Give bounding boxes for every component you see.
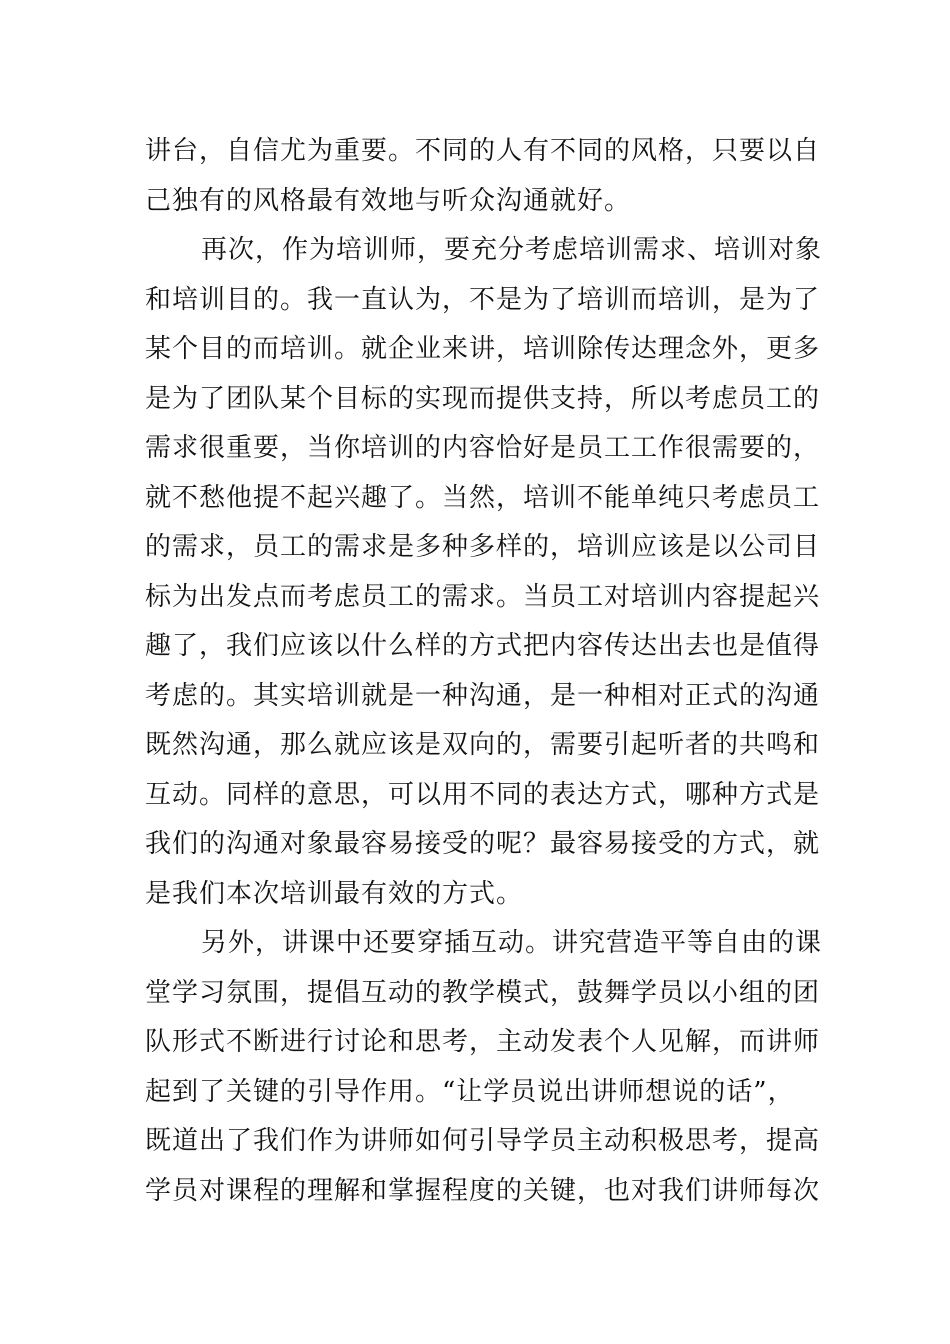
text-line: 己独有的风格最有效地与听众沟通就好。 bbox=[145, 185, 632, 216]
text-line: 是为了团队某个目标的实现而提供支持，所以考虑员工的 bbox=[145, 383, 821, 414]
text-line: 和培训目的。我一直认为，不是为了培训而培训，是为了 bbox=[145, 284, 821, 315]
text-line: 队形式不断进行讨论和思考，主动发表个人见解，而讲师 bbox=[145, 1027, 821, 1057]
text-line: 学员对课程的理解和掌握程度的关键，也对我们讲师每次 bbox=[145, 1175, 821, 1206]
text-line: 趣了，我们应该以什么样的方式把内容传达出去也是值得 bbox=[145, 631, 821, 661]
text-line: 考虑的。其实培训就是一种沟通，是一种相对正式的沟通 bbox=[145, 680, 821, 711]
paragraph-first-line: 再次，作为培训师，要充分考虑培训需求、培训对象 bbox=[201, 235, 823, 265]
text-line: 讲台，自信尤为重要。不同的人有不同的风格，只要以自 bbox=[145, 136, 821, 166]
text-line: 既然沟通，那么就应该是双向的，需要引起听者的共鸣和 bbox=[145, 730, 821, 760]
paragraph-first-line: 另外，讲课中还要穿插互动。讲究营造平等自由的课 bbox=[201, 928, 823, 958]
text-line: 某个目的而培训。就企业来讲，培训除传达理念外，更多 bbox=[145, 334, 821, 364]
text-line: 就不愁他提不起兴趣了。当然，培训不能单纯只考虑员工 bbox=[145, 482, 821, 513]
text-line: 起到了关键的引导作用。“让学员说出讲师想说的话”， bbox=[145, 1076, 795, 1107]
text-line: 既道出了我们作为讲师如何引导学员主动积极思考，提高 bbox=[145, 1126, 821, 1156]
text-line: 堂学习氛围，提倡互动的教学模式，鼓舞学员以小组的团 bbox=[145, 977, 821, 1008]
text-line: 是我们本次培训最有效的方式。 bbox=[145, 878, 524, 909]
body-text bbox=[145, 127, 823, 1216]
text-line: 需求很重要，当你培训的内容恰好是员工工作很需要的， bbox=[145, 433, 821, 463]
text-line: 互动。同样的意思，可以用不同的表达方式，哪种方式是 bbox=[145, 779, 821, 810]
text-line: 的需求，员工的需求是多种多样的，培训应该是以公司目 bbox=[145, 532, 821, 562]
text-line: 我们的沟通对象最容易接受的呢？最容易接受的方式，就 bbox=[145, 829, 821, 859]
text-line: 标为出发点而考虑员工的需求。当员工对培训内容提起兴 bbox=[145, 581, 821, 612]
